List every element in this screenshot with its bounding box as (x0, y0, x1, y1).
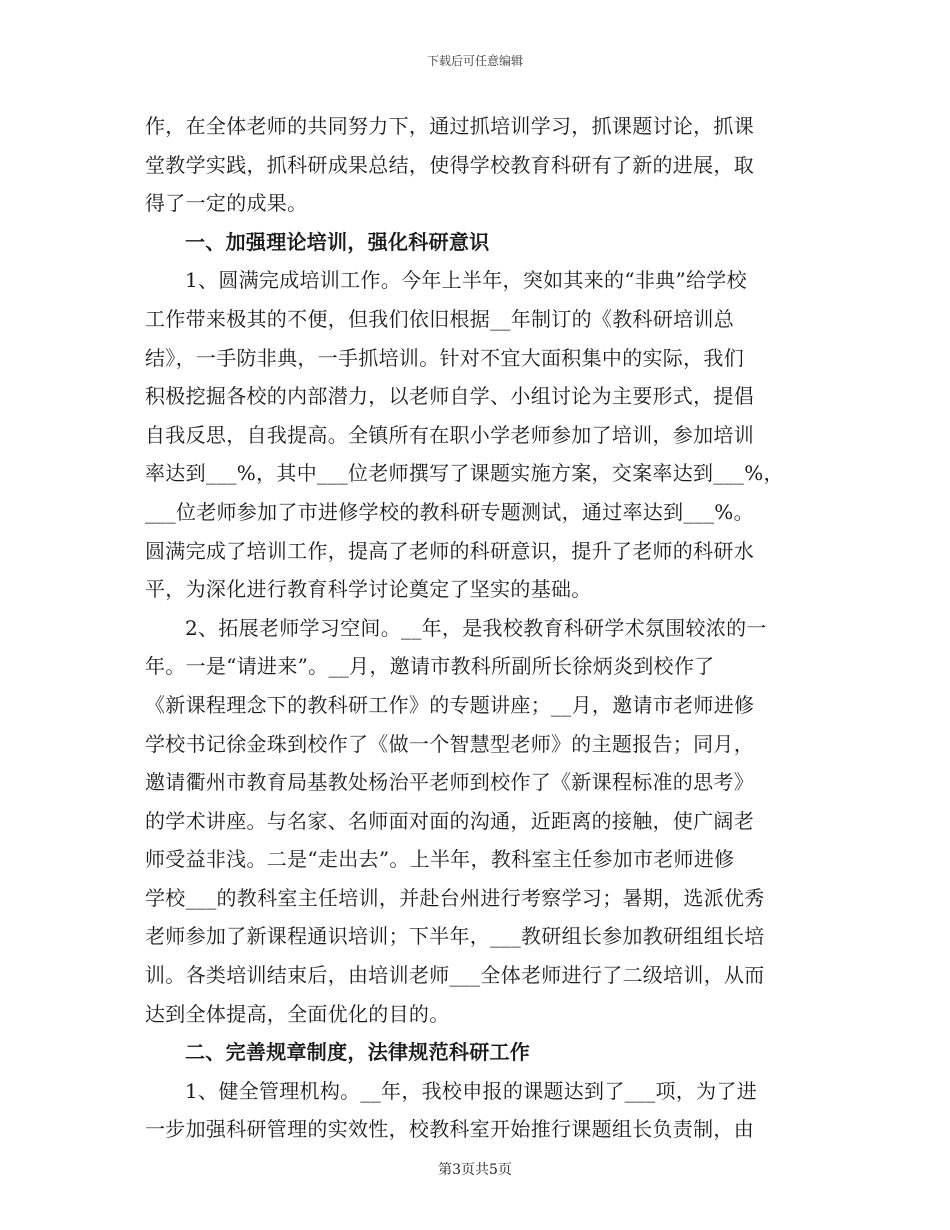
text-line: 结》，一手防非典，一手抓培训。针对不宜大面积集中的实际，我们 (145, 345, 744, 370)
text-line: 师受益非浅。二是“走出去”。上半年，教科室主任参加市老师进修 (145, 847, 735, 872)
text-line: 平，为深化进行教育科学讨论奠定了坚实的基础。 (145, 577, 592, 602)
text-line: 年。一是“请进来”。__月，邀请市教科所副所长徐炳炎到校作了 (145, 654, 715, 679)
section-heading: 一、加强理论培训，强化科研意识 (185, 229, 490, 254)
page-footer: 第3页共5页 (438, 1162, 512, 1178)
text-line: 堂教学实践，抓科研成果总结，使得学校教育科研有了新的进展，取 (145, 152, 754, 177)
text-line: 学校___的教科室主任培训，并赴台州进行考察学习；暑期，选派优秀 (145, 885, 765, 910)
section-heading: 二、完善规章制度，法律规范科研工作 (185, 1040, 531, 1065)
text-line: 率达到___%，其中___位老师撰写了课题实施方案，交案率达到___%， (145, 461, 784, 486)
text-line: 自我反思，自我提高。全镇所有在职小学老师参加了培训，参加培训 (145, 422, 754, 447)
text-line: 1、圆满完成培训工作。今年上半年，突如其来的“非典”给学校 (185, 268, 747, 293)
text-line: 1、健全管理机构。__年，我校申报的课题达到了___项，为了进 (185, 1078, 758, 1103)
text-line: 达到全体提高，全面优化的目的。 (145, 1001, 450, 1026)
text-line: 积极挖掘各校的内部潜力，以老师自学、小组讨论为主要形式，提倡 (145, 384, 754, 409)
page-header: 下载后可任意编辑 (426, 54, 523, 68)
text-line: 训。各类培训结束后，由培训老师___全体老师进行了二级培训，从而 (145, 963, 765, 988)
text-line: 2、拓展老师学习空间。__年，是我校教育科研学术氛围较浓的一 (185, 615, 767, 640)
text-line: 的学术讲座。与名家、名师面对面的沟通，近距离的接触，使广阔老 (145, 808, 754, 833)
text-line: 《新课程理念下的教科研工作》的专题讲座；__月，邀请市老师进修 (145, 692, 755, 717)
text-line: ___位老师参加了市进修学校的教科研专题测试，通过率达到___%。 (145, 499, 754, 524)
text-line: 工作带来极其的不便，但我们依旧根据__年制订的《教科研培训总 (145, 306, 734, 331)
text-line: 圆满完成了培训工作，提高了老师的科研意识，提升了老师的科研水 (145, 538, 754, 563)
text-line: 邀请衢州市教育局基教处杨治平老师到校作了《新课程标准的思考》 (145, 770, 754, 795)
document-body (145, 107, 815, 1149)
text-line: 得了一定的成果。 (145, 191, 308, 216)
text-line: 一步加强科研管理的实效性，校教科室开始推行课题组长负责制，由 (145, 1117, 754, 1142)
text-line: 作，在全体老师的共同努力下，通过抓培训学习，抓课题讨论，抓课 (145, 114, 754, 138)
text-line: 老师参加了新课程通识培训；下半年，___教研组长参加教研组组长培 (145, 924, 765, 949)
text-line: 学校书记徐金珠到校作了《做一个智慧型老师》的主题报告；同月， (145, 731, 754, 756)
